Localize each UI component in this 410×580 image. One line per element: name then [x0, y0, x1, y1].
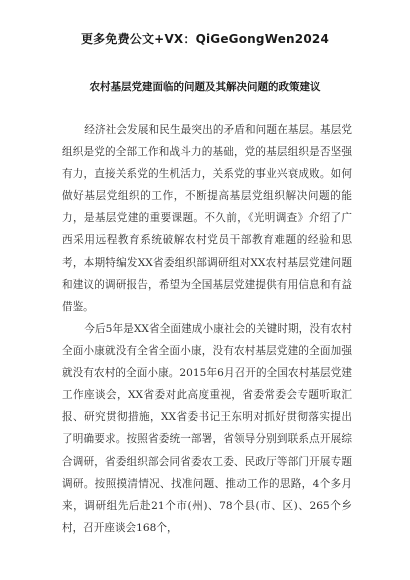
- body-paragraph-1: 经济社会发展和民生最突出的矛盾和问题在基层。基层党组织是党的全部工作和战斗力的基础，党的基层组织是否坚强有力，直接关系党的生机活力，关系党的事业兴衰成败。如何做好基层党组织的工作，不断提高基层党组织解决问题的能力，是基层党建的重要课题。不久前，《光明调查》介绍了广西采用远程教育系统破解农村党员干部教育难题的经验和思考，本期特编发XX省委组织部调研组对XX农村基层党建问题和建议的调研报告，希望为全国基层党建提供有用信息和有益借鉴。: [62, 124, 352, 313]
- promo-header: 更多免费公文+VX：QiGeGongWen2024: [80, 32, 329, 46]
- body-paragraph-2: 今后5年是XX省全面建成小康社会的关键时期，没有农村全面小康就没有全省全面小康，没有农村基层党建的全面加强就没有农村的全面小康。2015年6月召开的全国农村基层党建工作座谈会，XX省委对此高度重视，省委常委会专题听取汇报、研究贯彻措施，XX省委书记王东明对抓好贯彻落实提出了明确要求。按照省委统一部署，省领导分别到联系点开展综合调研，省委组织部会同省委农工委、民政厅等部门开展专题调研。按照摸清情况、找准问题、推动工作的思路，4个多月来，调研组先后赴21个市(州)、78个县(市、区)、265个乡村，召开座谈会168个，: [62, 323, 352, 534]
- document-title: 农村基层党建面临的问题及其解决问题的政策建议: [89, 81, 321, 93]
